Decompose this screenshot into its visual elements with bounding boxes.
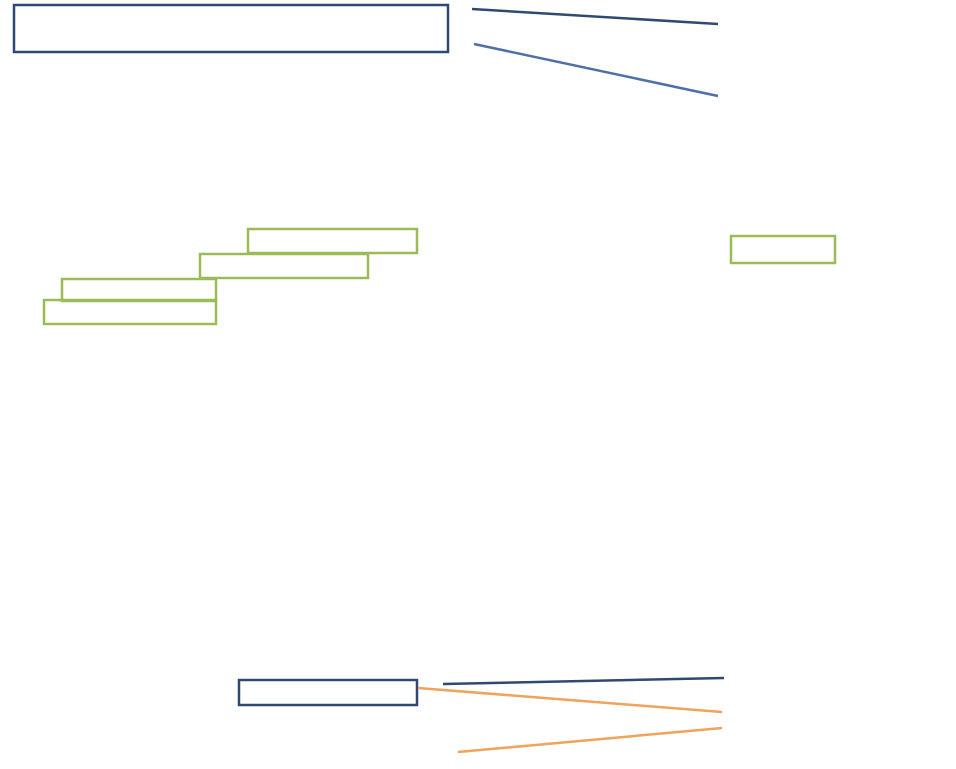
exclamation-connector — [458, 728, 722, 752]
metaphor-box — [44, 300, 216, 324]
metonymy-box — [239, 680, 417, 705]
questions-connector — [474, 44, 718, 96]
metaphor-box — [200, 254, 368, 278]
exclamation-connector — [418, 688, 722, 712]
metaphor-box — [248, 229, 417, 253]
parallelism-connector — [472, 9, 718, 24]
parallelism-box — [14, 5, 448, 52]
metonymy-connector — [443, 678, 724, 684]
metaphor-legend-box — [731, 236, 835, 263]
metaphor-box — [62, 279, 216, 301]
